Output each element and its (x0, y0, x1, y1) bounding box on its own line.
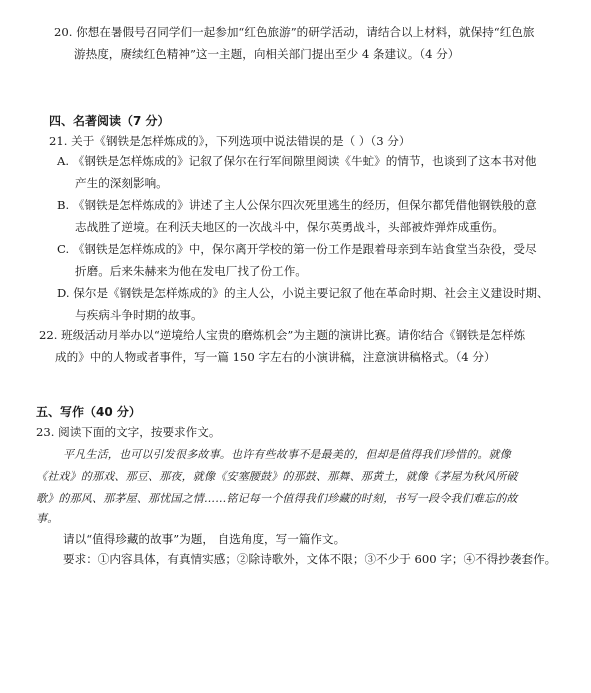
q22-line2: 成的》中的人物或者事件，写一篇 150 字左右的小演讲稿，注意演讲稿格式。（4 分） (55, 350, 496, 364)
q21-option-d-line2: 与疾病斗争时期的故事。 (75, 308, 203, 322)
q21-option-c-line2: 折磨。后来朱赫来为他在发电厂找了份工作。 (75, 264, 307, 278)
q23-stem: 23. 阅读下面的文字，按要求作文。 (36, 425, 221, 439)
q23-passage-line3: 歌》的那风、那茅屋、那忧国之情……铭记每一个值得我们珍藏的时刻，书写一段令我们难忘的故 (36, 492, 518, 505)
q21-option-a-line2: 产生的深刻影响。 (75, 176, 168, 190)
q20-line1: 20. 你想在暑假号召同学们一起参加“红色旅游”的研学活动，请结合以上材料，就保持“红色旅 (54, 25, 535, 39)
section5-heading: 五、写作（40 分） (36, 405, 141, 419)
q21-stem: 21. 关于《钢铁是怎样炼成的》，下列选项中说法错误的是（ ）（3 分） (49, 134, 411, 148)
q22-line1: 22. 班级活动月举办以“逆境给人宝贵的磨炼机会”为主题的演讲比赛。请你结合《钢铁是怎样炼 (39, 328, 526, 342)
q21-option-a-line1: A. 《钢铁是怎样炼成的》记叙了保尔在行军间隙里阅读《牛虻》的情节，也谈到了这本书对他 (57, 154, 537, 168)
q21-option-c-line1: C. 《钢铁是怎样炼成的》中，保尔离开学校的第一份工作是跟着母亲到车站食堂当杂役，受尽 (57, 242, 537, 256)
q23-passage-line4: 事。 (36, 512, 59, 525)
section4-heading: 四、名著阅读（7 分） (49, 114, 170, 128)
q21-option-b-line2: 志战胜了逆境。在利沃夫地区的一次战斗中，保尔英勇战斗，头部被炸弹炸成重伤。 (75, 220, 504, 234)
q23-passage-line1: 平凡生活，也可以引发很多故事。也许有些故事不是最美的，但却是值得我们珍惜的。就像 (63, 448, 511, 461)
q20-line2: 游热度，赓续红色精神”这一主题，向相关部门提出至少 4 条建议。（4 分） (74, 47, 460, 61)
q21-option-d-line1: D. 保尔是《钢铁是怎样炼成的》的主人公，小说主要记叙了他在革命时期、社会主义建设时期、 (57, 286, 549, 300)
q23-passage-line2: 《社戏》的那戏、那豆、那夜，就像《安塞腰鼓》的那鼓、那舞、那黄土，就像《茅屋为秋风所破 (36, 470, 518, 483)
q23-title-requirement: 请以“值得珍藏的故事”为题， 自选角度，写一篇作文。 (63, 532, 346, 546)
q21-option-b-line1: B. 《钢铁是怎样炼成的》讲述了主人公保尔四次死里逃生的经历，但保尔都凭借他钢铁般的意 (57, 198, 537, 212)
q23-requirements: 要求：①内容具体，有真情实感；②除诗歌外，文体不限；③不少于 600 字；④不得抄袭套作。 (63, 552, 557, 566)
